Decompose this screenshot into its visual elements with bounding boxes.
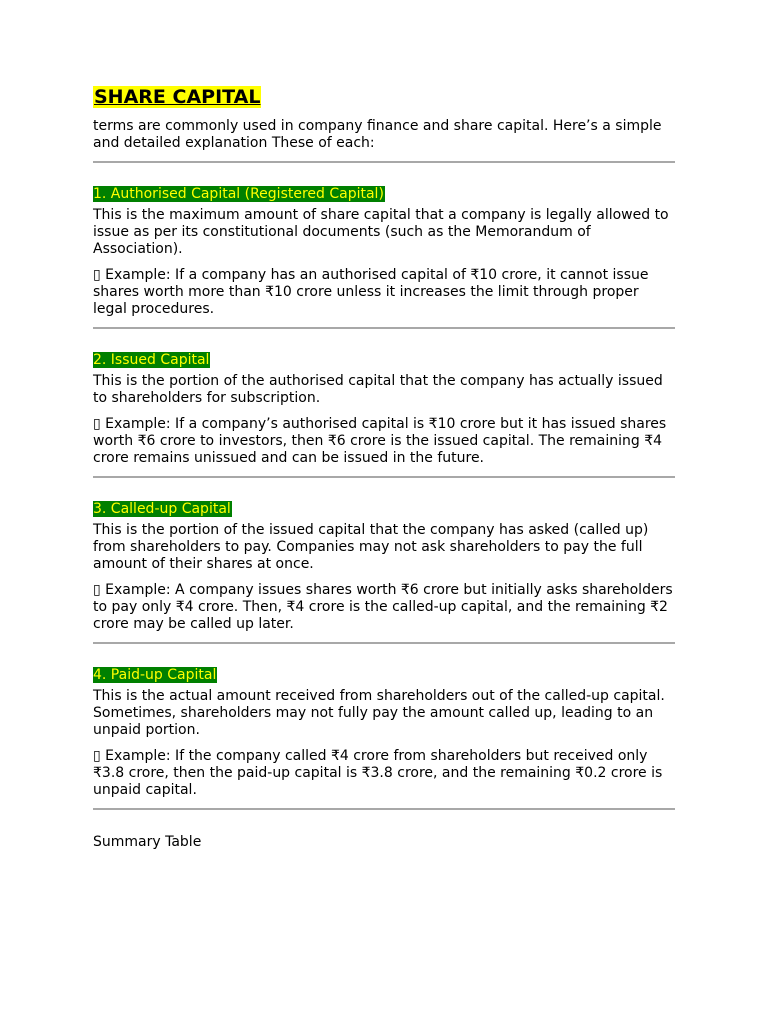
section-heading: 4. Paid-up Capital	[93, 667, 217, 683]
section-definition: This is the portion of the issued capital that the company has asked (called up) from shareholders to pay. Companies may not ask shareholders to pay the full amount of their shares at once.	[93, 522, 649, 572]
intro-paragraph: terms are commonly used in company finance and share capital. Here’s a simple and detailed explanation These of each:	[93, 118, 662, 151]
section-heading: 3. Called-up Capital	[93, 501, 231, 517]
page-title: SHARE CAPITAL	[94, 86, 261, 108]
section-example: ▯ Example: If a company has an authorised capital of ₹10 crore, it cannot issue shares worth more than ₹10 crore unless it increases the limit through proper legal procedures.	[93, 267, 649, 317]
document-page	[93, 86, 675, 851]
section-example: ▯ Example: If a company’s authorised capital is ₹10 crore but it has issued shares worth ₹6 crore to investors, then ₹6 crore is the issued capital. The remaining ₹4 crore remains unissued and can be issued in the future.	[93, 416, 667, 466]
section-paid-up-capital	[93, 644, 675, 799]
section-definition: This is the maximum amount of share capital that a company is legally allowed to issue as per its constitutional documents (such as the Memorandum of Association).	[93, 207, 669, 257]
section-example: ▯ Example: If the company called ₹4 crore from shareholders but received only ₹3.8 crore, then the paid-up capital is ₹3.8 crore, and the remaining ₹0.2 crore is unpaid capital.	[93, 748, 663, 798]
section-definition: This is the actual amount received from shareholders out of the called-up capital. Sometimes, shareholders may not fully pay the amount called up, leading to an unpaid portion.	[93, 688, 665, 738]
summary-table-label: Summary Table	[93, 834, 202, 850]
section-issued-capital	[93, 329, 675, 467]
section-heading: 1. Authorised Capital (Registered Capital)	[93, 186, 384, 202]
section-definition: This is the portion of the authorised capital that the company has actually issued to shareholders for subscription.	[93, 373, 663, 406]
section-heading: 2. Issued Capital	[93, 352, 210, 368]
section-authorised-capital	[93, 163, 675, 318]
section-called-up-capital	[93, 478, 675, 633]
section-example: ▯ Example: A company issues shares worth ₹6 crore but initially asks shareholders to pay only ₹4 crore. Then, ₹4 crore is the called-up capital, and the remaining ₹2 crore may be called up later.	[93, 582, 673, 632]
divider	[93, 808, 675, 810]
